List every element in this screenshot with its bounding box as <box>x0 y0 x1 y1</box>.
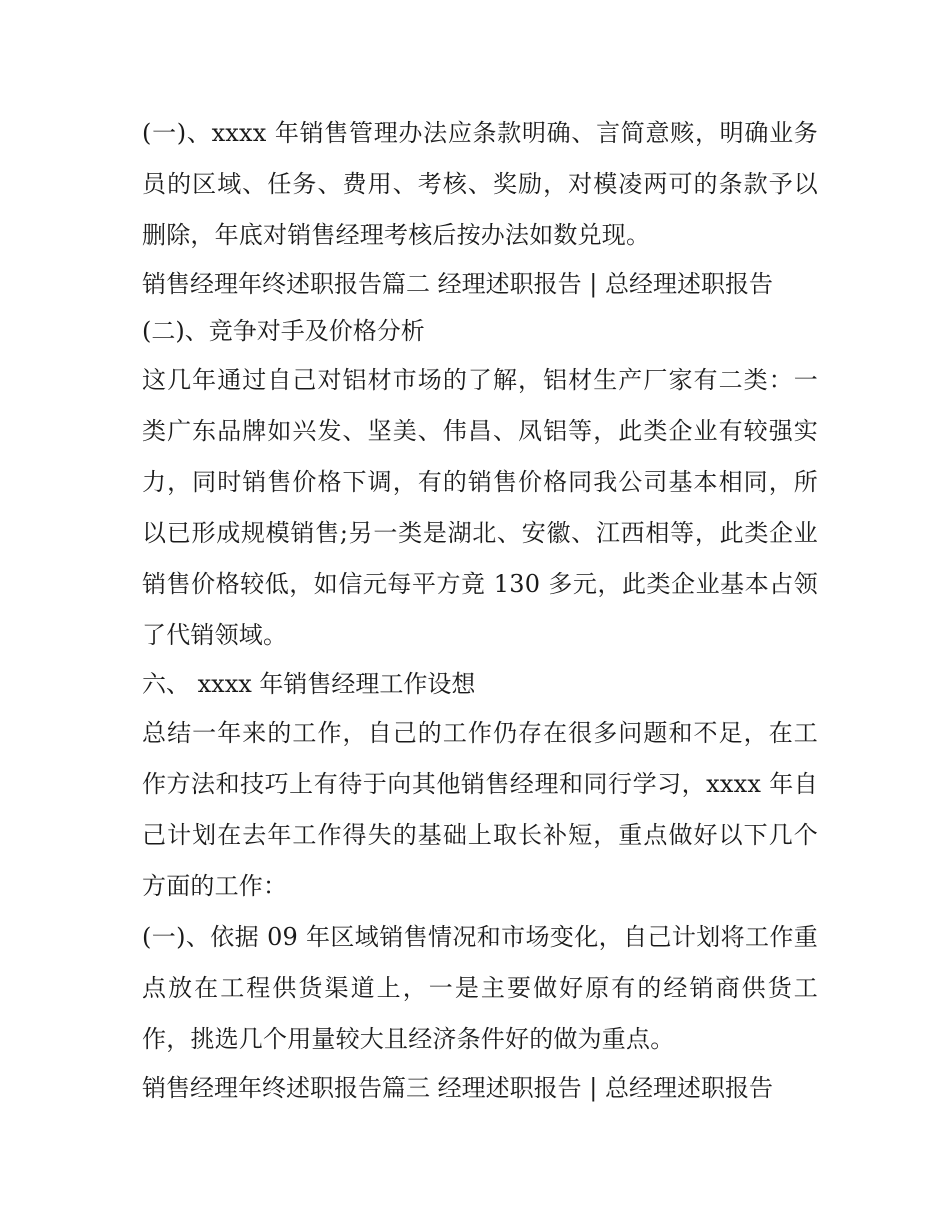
paragraph-competitor-analysis: 这几年通过自己对铝材市场的了解，铝材生产厂家有二类：一类广东品牌如兴发、坚美、伟昌、凤铝等，此类企业有较强实力，同时销售价格下调，有的销售价格同我公司基本相同，所以已形成规模销售;另一类是湖北、安徽、江西相等，此类企业销售价格较低，如信元每平方竟 130 多元，此类企业基本占领了代销领域。 <box>142 366 818 649</box>
paragraph-sales-management-rules: (一)、xxxx 年销售管理办法应条款明确、言简意赅，明确业务员的区域、任务、费用、考核、奖励，对模凌两可的条款予以删除，年底对销售经理考核后按办法如数兑现。 <box>142 119 818 249</box>
heading-work-plan: 六、 xxxx 年销售经理工作设想 <box>142 670 476 698</box>
subheading-competitor-price-analysis: (二)、竞争对手及价格分析 <box>142 317 425 345</box>
paragraph-plan-item-one: (一)、依据 09 年区域销售情况和市场变化，自己计划将工作重点放在工程供货渠道上，一是主要做好原有的经销商供货工作，挑选几个用量较大且经济条件好的做为重点。 <box>142 923 818 1053</box>
section-title-report-part-three: 销售经理年终述职报告篇三 经理述职报告 | 总经理述职报告 <box>142 1074 773 1102</box>
document-body <box>142 108 818 1112</box>
paragraph-year-summary: 总结一年来的工作，自己的工作仍存在很多问题和不足，在工作方法和技巧上有待于向其他销售经理和同行学习，xxxx 年自己计划在去年工作得失的基础上取长补短，重点做好以下几个方面的工作： <box>142 719 818 900</box>
section-title-report-part-two: 销售经理年终述职报告篇二 经理述职报告 | 总经理述职报告 <box>142 270 773 298</box>
